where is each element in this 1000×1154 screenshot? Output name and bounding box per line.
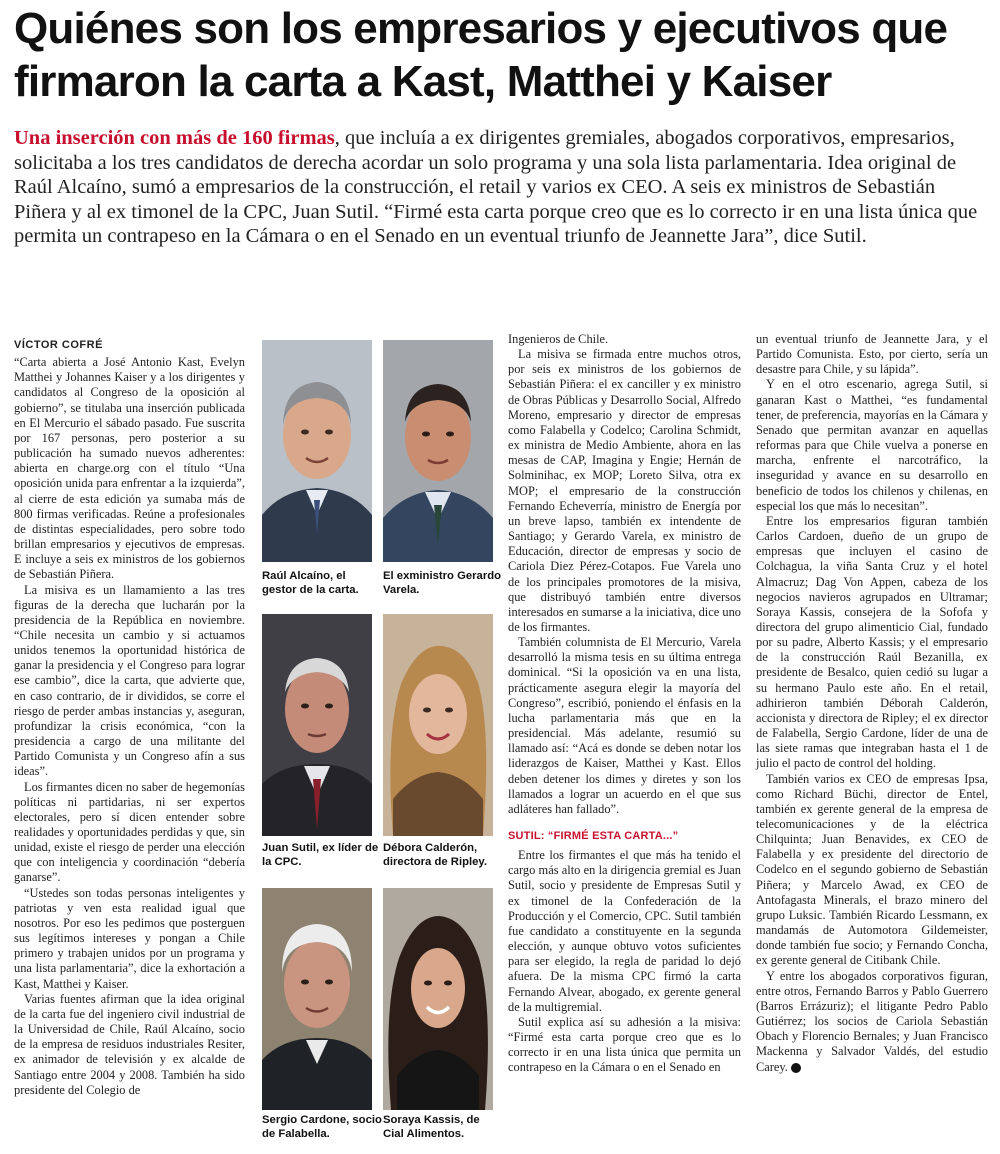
column-1	[14, 338, 245, 1098]
photo-juan-sutil	[262, 614, 372, 836]
paragraph: Ingenieros de Chile.	[508, 332, 609, 346]
dek-body: , que incluía a ex dirigentes gremiales, abogados corporativos, empresarios, solicitaba a los tres candidatos de derecha acordar un solo programa y una sola lista parlamentaria. Idea original de Raúl Alcaíno, sumó a empresarios de la construcción, el retail y varios ex CEO. A seis ex ministros de Sebastián Piñera y al ex timonel de la CPC, Juan Sutil. “Firmé esta carta porque creo que es lo correcto ir en una lista única que permita un contrapeso en la Cámara o en el Senado en un eventual triunfo de Jeannette Jara”, dice Sutil.	[14, 127, 978, 248]
column-3	[756, 332, 988, 1075]
headline: Quiénes son los empresarios y ejecutivos que firmaron la carta a Kast, Matthei y Kaiser	[14, 4, 948, 106]
photo-raul-alcaino	[262, 340, 372, 562]
photo-caption: Débora Calderón, directora de Ripley.	[383, 842, 488, 868]
photo-caption: El exministro Gerardo Varela.	[383, 570, 502, 596]
dek-lead: Una inserción con más de 160 firmas	[14, 127, 335, 149]
paragraph: Sutil explica así su adhesión a la misiva: “Firmé esta carta porque creo que es lo correcto ir en una lista única que permita un contrapeso en la Cámara o en el Senado en	[508, 1014, 741, 1075]
paragraph: Y en el otro escenario, agrega Sutil, si ganaran Kast o Matthei, “es fundamental tener, de preferencia, mayorías en la Cámara y Senado que permitan avanzar en aquellas reformas para que Chile vuelva a ponerse en marcha, enfrente el narcotráfico, la inseguridad y avance en su desarrollo en beneficio de todos los chilenos y chilenas, en especial los que más lo necesitan”.	[756, 377, 988, 513]
paragraph: También varios ex CEO de empresas Ipsa, como Richard Büchi, director de Entel, también ex gerente general de la empresa de telecomunicaciones y de la eléctrica Chilquinta; Juan Benavides, ex CEO de Falabella y ex presidente del directorio de Codelco en el segundo gobierno de Sebastián Piñera; y Marcelo Awad, ex CEO de Antofagasta Minerals, el brazo minero del grupo Luksic. También Ricardo Lessmann, ex mandamás de Automotora Gildemeister, donde también fue socio; y Fernando Concha, ex gerente general de Citibank Chile.	[756, 771, 988, 968]
photo-caption: Soraya Kassis, de Cial Alimentos.	[383, 1114, 480, 1140]
paragraph: La misiva es un llamamiento a las tres figuras de la derecha que lucharán por la presidencia de la República en noviembre. “Chile necesita un cambio y si actuamos unidos tenemos la oportunidad histórica de ganar la presidencia y el Congreso para lograr ese cambio”, dice la carta, que advierte que, en caso contrario, de ir divididos, se corre el riesgo de perder ambas instancias y, aseguran, profundizar la crisis económica, “con la presidencia a cargo de una militante del Partido Comunista y un Congreso afín a sus ideas”.	[14, 582, 245, 779]
paragraph: Entre los firmantes el que más ha tenido el cargo más alto en la dirigencia gremial es Juan Sutil, socio y presidente de Empresas Sutil y ex timonel de la Confederación de la Producción y el Comercio, CPC. Sutil también fue candidato a constituyente en la segunda elección, y aunque obtuvo votos suficientes para ser elegido, la regla de paridad lo dejó afuera. De la misma CPC firmó la carta Fernando Alvear, abogado, ex gerente general de la multigremial.	[508, 848, 741, 1014]
paragraph: La misiva se firmada entre muchos otros, por seis ex ministros de los gobiernos de Sebastián Piñera: el ex canciller y ex ministro de Obras Públicas y Desarrollo Social, Alfredo Moreno, empresario y director de empresas como Falabella y Codelco; Carolina Schmidt, ex ministra de Medio Ambiente, ahora en las mesas de CAP, Imagina y Engie; Hernán de Solminihac, ex MOP; Loreto Silva, otra ex MOP; el empresario de la construcción Fernando Echeverría, ministro de Energía por un breve lapso, también ex intendente de Santiago; y Gerardo Varela, ex ministro de Educación, director de empresas y socio de Cariola Diez Pérez-Cotapos. Fue Varela uno de los principales promotores de la misiva, que distribuyó también entre diversos interesados en sumarse a la iniciativa, dice uno de los firmantes.	[508, 347, 741, 634]
dek	[14, 126, 986, 249]
paragraph: un eventual triunfo de Jeannette Jara, y el Partido Comunista. Esto, por cierto, sería un desastre para Chile, y su lápida”.	[756, 332, 988, 377]
photo-sergio-cardone	[262, 888, 372, 1110]
photo-soraya-kassis	[383, 888, 493, 1110]
subhead-sutil: SUTIL: “FIRMÉ ESTA CARTA...”	[508, 830, 679, 842]
paragraph: Varias fuentes afirman que la idea original de la carta fue del ingeniero civil industrial de la Universidad de Chile, Raúl Alcaíno, socio de la empresa de residuos industriales Resiter, ex animador de televisión y ex alcalde de Santiago entre 2004 y 2008. También ha sido presidente del Colegio de	[14, 991, 245, 1097]
photo-gerardo-varela	[383, 340, 493, 562]
column-2	[508, 332, 741, 1076]
byline: VÍCTOR COFRÉ	[14, 339, 103, 351]
paragraph: Entre los empresarios figuran también Carlos Cardoen, dueño de un grupo de empresas que incluyen el casino de Colchagua, la viña Santa Cruz y el hotel Almacruz; Dag Von Appen, cabeza de los negocios navieros agrupados en Ultramar; Soraya Kassis, consejera de la Sofofa y directora del grupo alimenticio Cial, fundado por su padre, Alberto Kassis; y el empresario de la construcción Raúl Bezanilla, ex presidente de Besalco, quien cedió su lugar a su hermano Paulo este año. En el retail, adhirieron también Déborah Calderón, accionista y directora de Ripley; el ex director de Falabella, Sergio Cardone, líder de una de las siete ramas que integraban hasta el 1 de julio el pacto de control del holding.	[756, 513, 988, 771]
photo-caption: Sergio Cardone, socio de Falabella.	[262, 1114, 382, 1140]
paragraph-text: Y entre los abogados corporativos figuran, entre otros, Fernando Barros y Pablo Guerrero (Barros Errázuriz); el litigante Pedro Pablo Gutiérrez; los socios de Cariola Sebastián Obach y Florencio Bernales; y Juan Francisco Mackenna y Salvador Valdés, del estudio Carey.	[756, 968, 988, 1074]
paragraph: “Carta abierta a José Antonio Kast, Evelyn Matthei y Johannes Kaiser y a los dirigentes y candidatos al Congreso de la oposición al gobierno”, se titulaba una inserción publicada en El Mercurio el sábado pasado. Fue suscrita por 167 personas, pero posterior a su publicación ha sumado nuevos adherentes: abierta en charge.org con el título “Una oposición unida para enfrentar a la izquierda”, al cierre de esta edición ya sumaba más de 800 firmas verificadas. Reúne a profesionales de distintas especialidades, pero sobre todo brillan empresarios y ejecutivos de empresas. E incluye a seis ex ministros de los gobiernos de Sebastián Piñera.	[14, 355, 245, 582]
photo-caption: Raúl Alcaíno, el gestor de la carta.	[262, 570, 359, 596]
paragraph	[756, 969, 988, 1075]
photo-caption: Juan Sutil, ex líder de la CPC.	[262, 842, 379, 868]
photo-debora-calderon	[383, 614, 493, 836]
paragraph: “Ustedes son todas personas inteligentes y patriotas y ven esta realidad igual que nosotros. Por eso les pedimos que posterguen sus legítimos intereses y pongan a Chile primero y trabajen unidos por un programa y una lista parlamentaria”, dice la exhortación a Kast, Matthei y Kaiser.	[14, 885, 245, 991]
paragraph: También columnista de El Mercurio, Varela desarrolló la misma tesis en su última entrega dominical. “Si la oposición va en una lista, prácticamente asegura elegir la mayoría del Congreso”, escribió, poniendo el énfasis en la lucha parlamentaria más que en la presidencial. Más adelante, resumió su llamado así: “Acá es donde se deben notar los liderazgos de Kaiser, Matthei y Kast. Ellos deben detener los dimes y diretes y son los llamados a lograr un acuerdo en el que sus adláteres han fallado”.	[508, 635, 741, 816]
end-mark-icon: P	[791, 1063, 801, 1073]
paragraph: Los firmantes dicen no saber de hegemonías políticas ni partidarias, ni ser expertos electorales, pero sí dicen entender sobre realidades y oportunidades perdidas y que, sin unidad, existe el riesgo de perder una elección que con inteligencia y coordinación “debería ganarse”.	[14, 779, 245, 885]
